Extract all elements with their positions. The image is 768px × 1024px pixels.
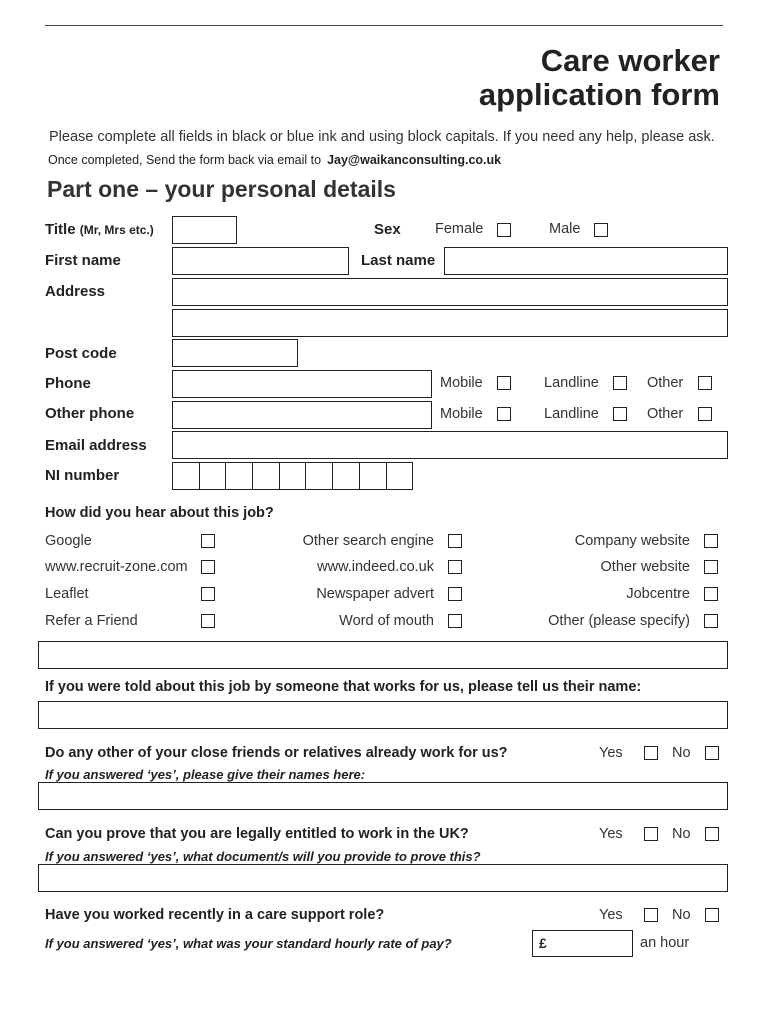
phone-other-label: Other bbox=[647, 375, 684, 391]
form-title bbox=[479, 44, 720, 112]
currency-symbol: £ bbox=[539, 935, 547, 951]
care-question: Have you worked recently in a care support role? bbox=[45, 907, 385, 923]
title-hint: (Mr, Mrs etc.) bbox=[79, 223, 154, 237]
female-label: Female bbox=[435, 221, 484, 237]
legal-yes-label: Yes bbox=[599, 826, 623, 842]
ni-cell[interactable] bbox=[199, 462, 227, 490]
option-other-website-checkbox[interactable] bbox=[704, 560, 718, 574]
phone-landline-label: Landline bbox=[544, 375, 599, 391]
option-word-of-mouth: Word of mouth bbox=[339, 613, 434, 629]
option-leaflet: Leaflet bbox=[45, 586, 89, 602]
top-rule bbox=[45, 25, 723, 26]
hourly-unit-label: an hour bbox=[640, 935, 690, 951]
other-phone-landline-label: Landline bbox=[544, 406, 599, 422]
first-name-input[interactable] bbox=[172, 247, 349, 275]
legal-question: Can you prove that you are legally entitled to work in the UK? bbox=[45, 826, 469, 842]
intro-email-text: Once completed, Send the form back via email to bbox=[48, 153, 322, 167]
option-refer-friend-checkbox[interactable] bbox=[201, 614, 215, 628]
option-jobcentre-checkbox[interactable] bbox=[704, 587, 718, 601]
friends-hint: If you answered ‘yes’, please give their names here: bbox=[45, 767, 366, 782]
post-code-input[interactable] bbox=[172, 339, 298, 367]
friends-no-checkbox[interactable] bbox=[705, 746, 719, 760]
ni-cell[interactable] bbox=[332, 462, 360, 490]
last-name-input[interactable] bbox=[444, 247, 728, 275]
ni-cell[interactable] bbox=[225, 462, 253, 490]
legal-yes-checkbox[interactable] bbox=[644, 827, 658, 841]
option-recruit-zone: www.recruit-zone.com bbox=[45, 559, 188, 575]
friends-no-label: No bbox=[672, 745, 691, 761]
care-no-checkbox[interactable] bbox=[705, 908, 719, 922]
care-yes-checkbox[interactable] bbox=[644, 908, 658, 922]
email-input[interactable] bbox=[172, 431, 728, 459]
option-leaflet-checkbox[interactable] bbox=[201, 587, 215, 601]
title-label-text: Title bbox=[45, 221, 76, 238]
male-checkbox[interactable] bbox=[594, 223, 608, 237]
option-company-website-checkbox[interactable] bbox=[704, 534, 718, 548]
option-newspaper-advert-checkbox[interactable] bbox=[448, 587, 462, 601]
option-word-of-mouth-checkbox[interactable] bbox=[448, 614, 462, 628]
ni-cell[interactable] bbox=[252, 462, 280, 490]
other-phone-mobile-checkbox[interactable] bbox=[497, 407, 511, 421]
ni-cell[interactable] bbox=[279, 462, 307, 490]
option-indeed-checkbox[interactable] bbox=[448, 560, 462, 574]
address-input-line-1[interactable] bbox=[172, 278, 728, 306]
option-company-website: Company website bbox=[574, 533, 690, 549]
male-label: Male bbox=[549, 221, 581, 237]
ni-number-input[interactable] bbox=[172, 462, 412, 490]
option-google-checkbox[interactable] bbox=[201, 534, 215, 548]
other-phone-other-label: Other bbox=[647, 406, 684, 422]
legal-hint: If you answered ‘yes’, what document/s will you provide to prove this? bbox=[45, 849, 481, 864]
phone-label: Phone bbox=[45, 375, 91, 392]
intro-instructions: Please complete all fields in black or blue ink and using block capitals. If you need any help, please ask. bbox=[49, 129, 715, 145]
phone-landline-checkbox[interactable] bbox=[613, 376, 627, 390]
friends-question: Do any other of your close friends or relatives already work for us? bbox=[45, 745, 508, 761]
other-specify-input[interactable] bbox=[38, 641, 728, 669]
ni-cell[interactable] bbox=[172, 462, 200, 490]
friends-yes-checkbox[interactable] bbox=[644, 746, 658, 760]
last-name-label: Last name bbox=[361, 252, 436, 269]
care-yes-label: Yes bbox=[599, 907, 623, 923]
option-other-search-engine-checkbox[interactable] bbox=[448, 534, 462, 548]
sex-label: Sex bbox=[374, 221, 401, 238]
title-line-1: Care worker bbox=[540, 43, 720, 78]
other-phone-label: Other phone bbox=[45, 405, 135, 422]
friends-yes-label: Yes bbox=[599, 745, 623, 761]
intro-email-line bbox=[48, 153, 501, 167]
other-phone-mobile-label: Mobile bbox=[440, 406, 483, 422]
address-label: Address bbox=[45, 283, 106, 300]
option-recruit-zone-checkbox[interactable] bbox=[201, 560, 215, 574]
phone-input[interactable] bbox=[172, 370, 432, 398]
option-other-specify-checkbox[interactable] bbox=[704, 614, 718, 628]
legal-no-label: No bbox=[672, 826, 691, 842]
legal-no-checkbox[interactable] bbox=[705, 827, 719, 841]
contact-email: Jay@waikanconsulting.co.uk bbox=[327, 153, 502, 167]
option-newspaper-advert: Newspaper advert bbox=[316, 586, 434, 602]
hear-question: How did you hear about this job? bbox=[45, 505, 274, 521]
address-input-line-2[interactable] bbox=[172, 309, 728, 337]
referrer-name-input[interactable] bbox=[38, 701, 728, 729]
ni-cell[interactable] bbox=[359, 462, 387, 490]
option-other-search-engine: Other search engine bbox=[302, 533, 434, 549]
ni-cell[interactable] bbox=[305, 462, 333, 490]
care-no-label: No bbox=[672, 907, 691, 923]
option-google: Google bbox=[45, 533, 92, 549]
hourly-rate-input[interactable] bbox=[532, 930, 633, 957]
legal-documents-input[interactable] bbox=[38, 864, 728, 892]
email-label: Email address bbox=[45, 437, 147, 454]
option-indeed: www.indeed.co.uk bbox=[317, 559, 434, 575]
option-other-specify: Other (please specify) bbox=[548, 613, 690, 629]
title-input[interactable] bbox=[172, 216, 237, 244]
title-label bbox=[45, 221, 154, 238]
option-other-website: Other website bbox=[600, 559, 690, 575]
other-phone-landline-checkbox[interactable] bbox=[613, 407, 627, 421]
phone-other-checkbox[interactable] bbox=[698, 376, 712, 390]
option-refer-friend: Refer a Friend bbox=[45, 613, 138, 629]
first-name-label: First name bbox=[45, 252, 121, 269]
title-line-2: application form bbox=[478, 77, 720, 112]
ni-cell[interactable] bbox=[386, 462, 414, 490]
told-question: If you were told about this job by someone that works for us, please tell us their name: bbox=[45, 679, 642, 695]
option-jobcentre: Jobcentre bbox=[626, 586, 690, 602]
female-checkbox[interactable] bbox=[497, 223, 511, 237]
ni-number-label: NI number bbox=[45, 467, 120, 484]
other-phone-other-checkbox[interactable] bbox=[698, 407, 712, 421]
phone-mobile-label: Mobile bbox=[440, 375, 483, 391]
care-hint: If you answered ‘yes’, what was your standard hourly rate of pay? bbox=[45, 936, 452, 951]
friends-names-input[interactable] bbox=[38, 782, 728, 810]
other-phone-input[interactable] bbox=[172, 401, 432, 429]
section-heading: Part one – your personal details bbox=[47, 176, 396, 202]
post-code-label: Post code bbox=[45, 345, 117, 362]
phone-mobile-checkbox[interactable] bbox=[497, 376, 511, 390]
